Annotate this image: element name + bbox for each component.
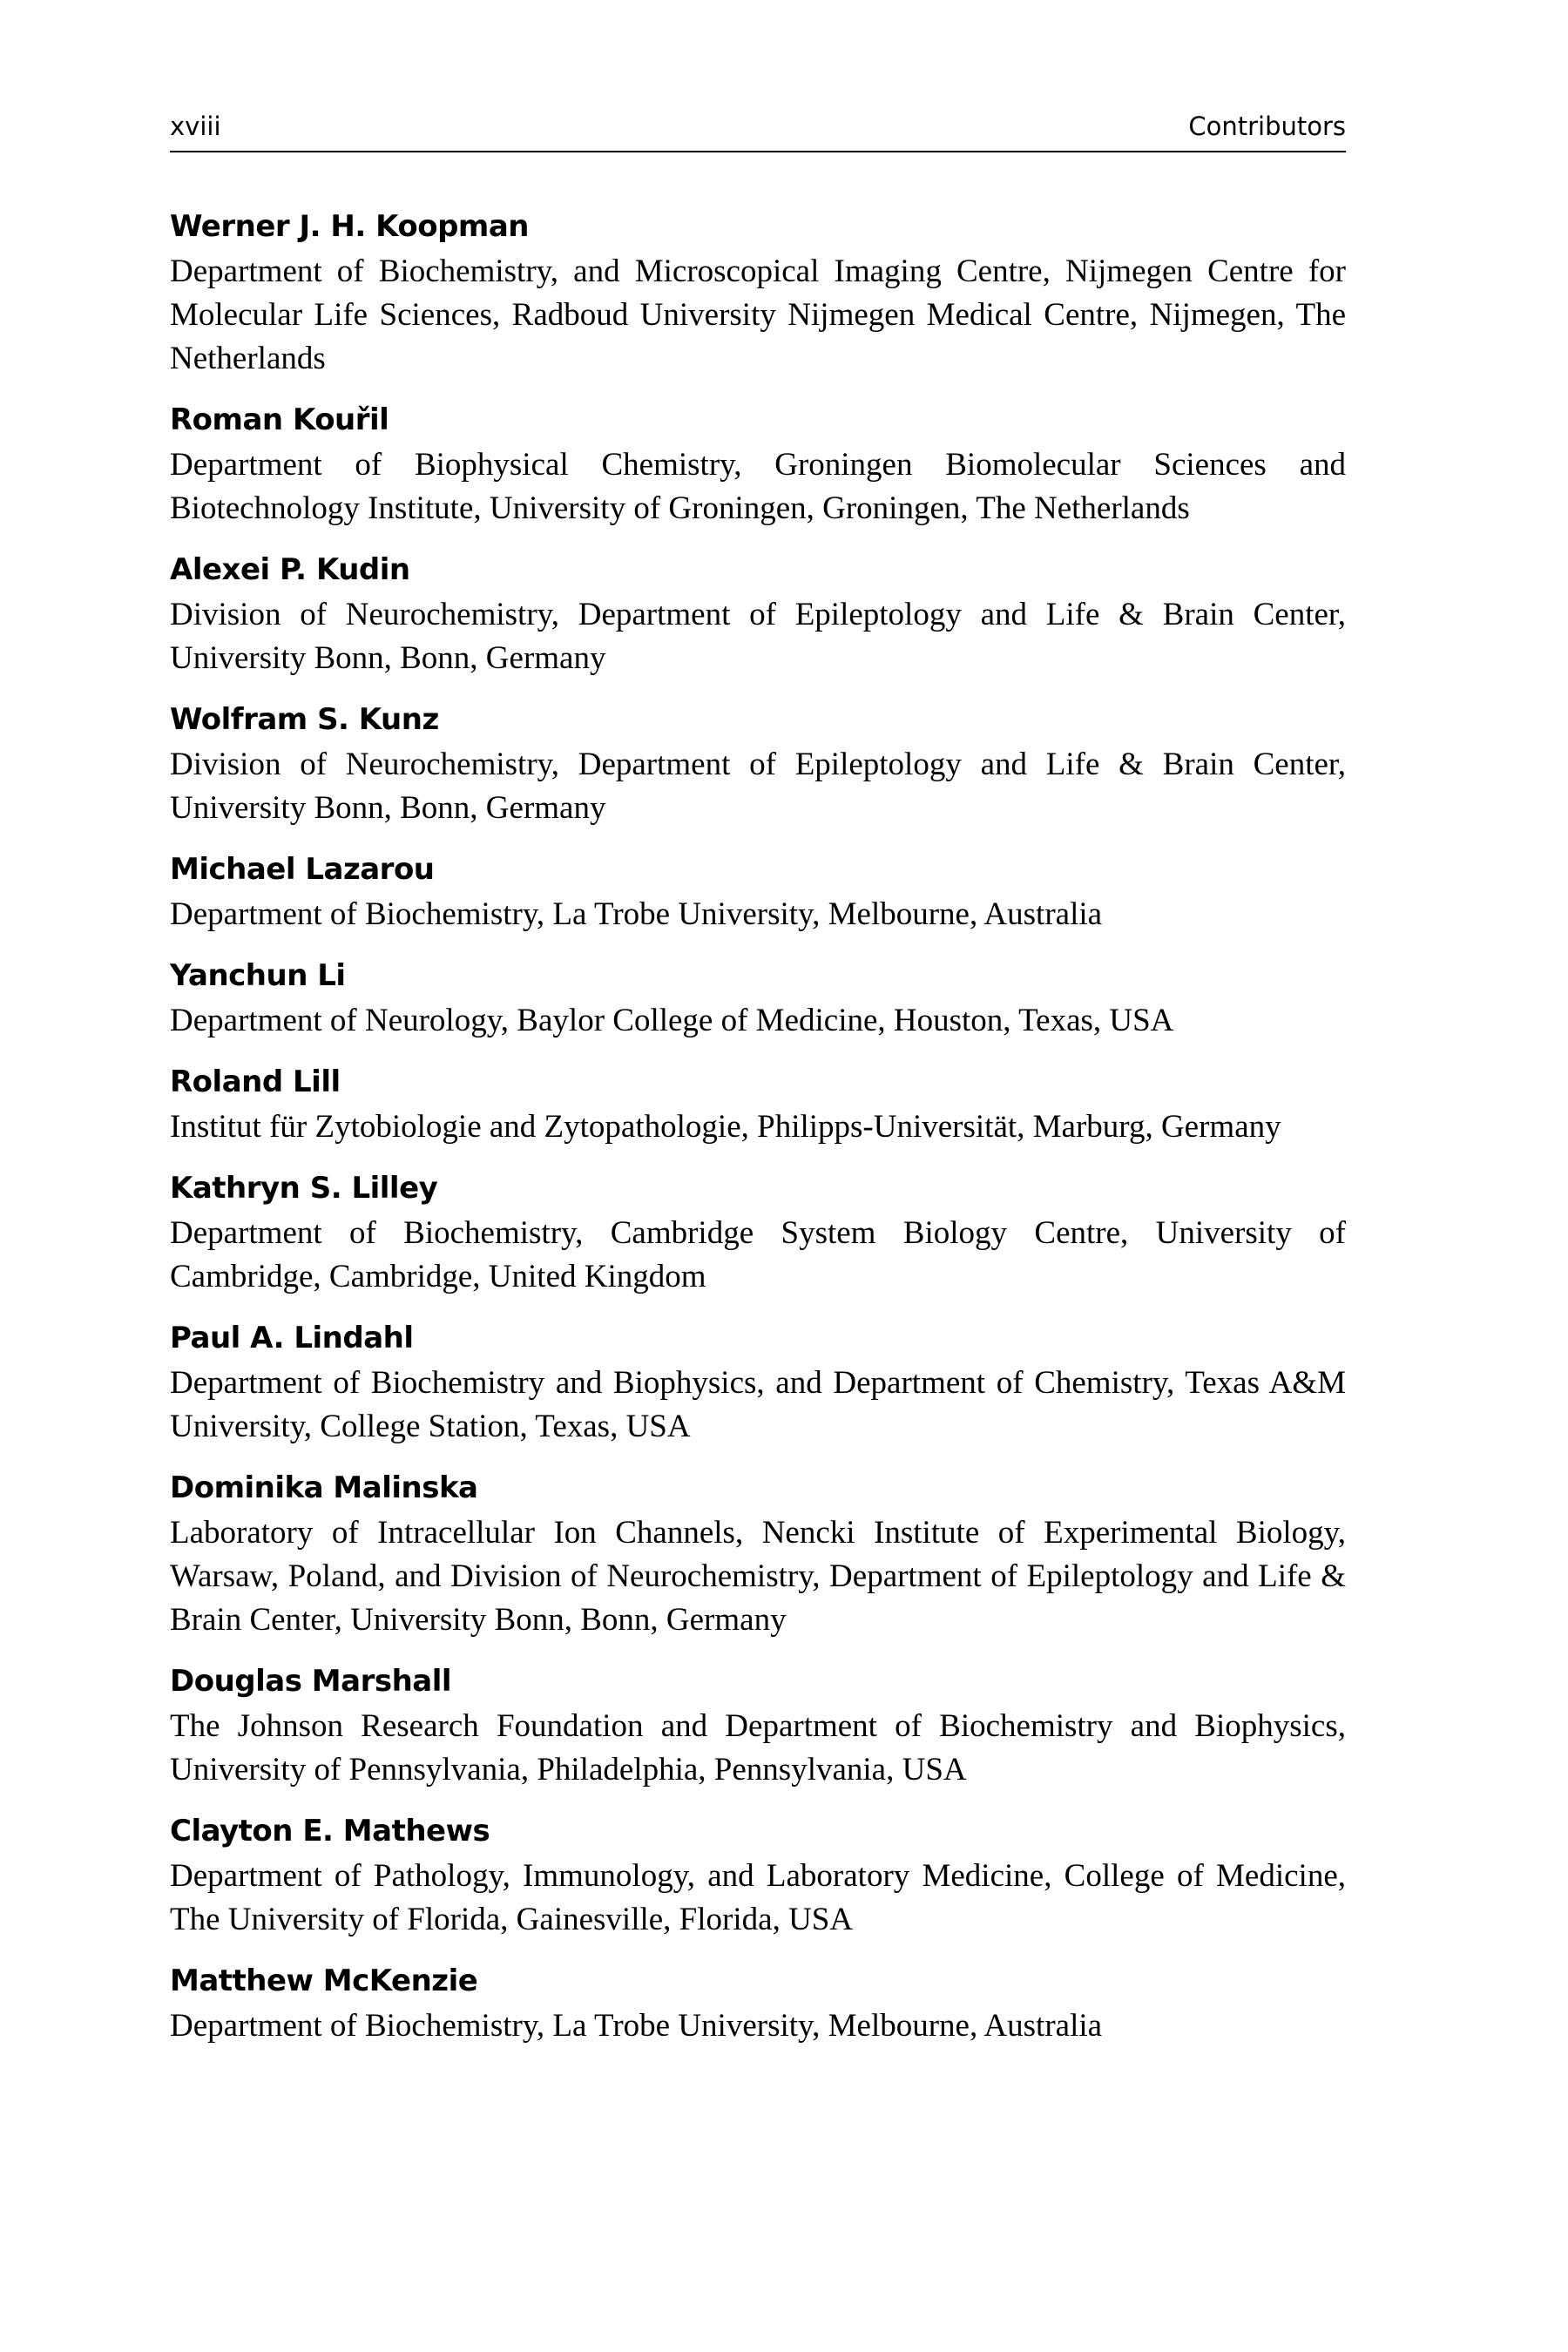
- contributor-name: Kathryn S. Lilley: [170, 1171, 438, 1206]
- contributor-entry: [170, 400, 1346, 531]
- contributor-affiliation: Department of Neurology, Baylor College of Medicine, Houston, Texas, USA: [170, 1003, 1174, 1038]
- contributor-name: Roland Lill: [170, 1064, 341, 1099]
- contributor-affiliation: Department of Biochemistry, and Microscopical Imaging Centre, Nijmegen Centre for Molecular Life Sciences, Radboud University Nijmegen Medical Centre, Nijmegen, The Netherlands: [170, 253, 1346, 376]
- contributor-entry: [170, 1811, 1346, 1942]
- contributor-affiliation: Laboratory of Intracellular Ion Channels, Nencki Institute of Experimental Biology, Warsaw, Poland, and Division of Neurochemistry, Department of Epileptology and Life & Brain Center, University Bonn, Bonn, Germany: [170, 1515, 1346, 1638]
- contributor-affiliation: Division of Neurochemistry, Department of Epileptology and Life & Brain Center, University Bonn, Bonn, Germany: [170, 597, 1346, 676]
- contributor-affiliation: Department of Pathology, Immunology, and Laboratory Medicine, College of Medicine, The University of Florida, Gainesville, Florida, USA: [170, 1858, 1346, 1937]
- contributor-name: Wolfram S. Kunz: [170, 702, 439, 737]
- contributor-affiliation: Department of Biophysical Chemistry, Groningen Biomolecular Sciences and Biotechnology Institute, University of Groningen, Groningen, The Netherlands: [170, 447, 1346, 526]
- contributor-name: Clayton E. Mathews: [170, 1814, 490, 1848]
- contributor-affiliation: Institut für Zytobiologie and Zytopathologie, Philipps-Universität, Marburg, Germany: [170, 1109, 1281, 1145]
- contributor-list: [170, 206, 1346, 2048]
- contributor-name: Roman Kouřil: [170, 402, 389, 437]
- contributor-entry: [170, 1661, 1346, 1792]
- contributor-affiliation: The Johnson Research Foundation and Department of Biochemistry and Biophysics, University of Pennsylvania, Philadelphia, Pennsylvania, USA: [170, 1708, 1346, 1788]
- contributor-name: Matthew McKenzie: [170, 1963, 478, 1998]
- contributor-entry: [170, 1062, 1346, 1149]
- contributor-entry: [170, 206, 1346, 381]
- contributor-affiliation: Department of Biochemistry, La Trobe University, Melbourne, Australia: [170, 896, 1103, 932]
- contributor-entry: [170, 849, 1346, 936]
- running-head: [170, 109, 1346, 152]
- contributor-name: Alexei P. Kudin: [170, 552, 410, 587]
- book-page: [170, 109, 1346, 2067]
- contributor-entry: [170, 956, 1346, 1043]
- contributor-affiliation: Department of Biochemistry, La Trobe University, Melbourne, Australia: [170, 2008, 1103, 2044]
- contributor-name: Michael Lazarou: [170, 852, 435, 887]
- contributor-name: Paul A. Lindahl: [170, 1321, 414, 1355]
- section-title: Contributors: [1188, 112, 1346, 141]
- contributor-name: Werner J. H. Koopman: [170, 209, 529, 244]
- contributor-affiliation: Department of Biochemistry, Cambridge System Biology Centre, University of Cambridge, Cambridge, United Kingdom: [170, 1215, 1346, 1294]
- contributor-name: Douglas Marshall: [170, 1664, 452, 1699]
- contributor-name: Dominika Malinska: [170, 1470, 478, 1505]
- contributor-entry: [170, 1168, 1346, 1299]
- page-number: xviii: [170, 112, 221, 141]
- contributor-entry: [170, 550, 1346, 680]
- contributor-entry: [170, 1468, 1346, 1642]
- contributor-name: Yanchun Li: [170, 958, 346, 993]
- contributor-affiliation: Department of Biochemistry and Biophysics, and Department of Chemistry, Texas A&M University, College Station, Texas, USA: [170, 1365, 1346, 1444]
- contributor-affiliation: Division of Neurochemistry, Department of Epileptology and Life & Brain Center, University Bonn, Bonn, Germany: [170, 747, 1346, 826]
- contributor-entry: [170, 1961, 1346, 2048]
- contributor-entry: [170, 700, 1346, 830]
- contributor-entry: [170, 1318, 1346, 1449]
